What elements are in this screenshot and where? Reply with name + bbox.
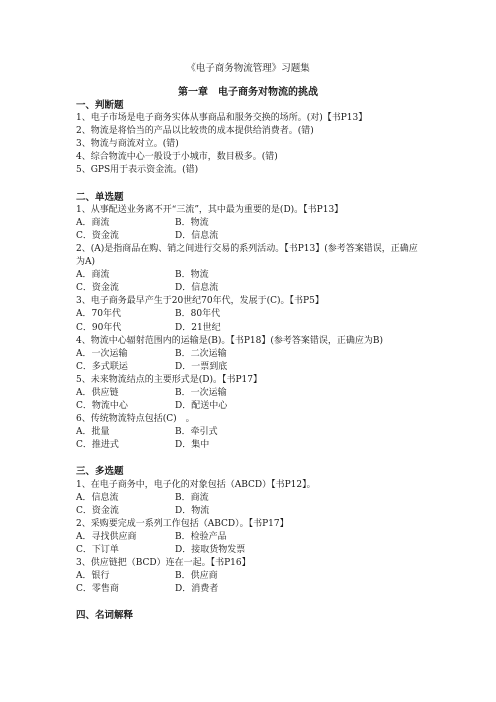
question-line: 3、供应链把（BCD）连在一起。【书P16】	[76, 558, 251, 569]
section-heading-true-false: 一、判断题	[76, 100, 124, 111]
option: D．一票到底	[175, 361, 228, 372]
option: C．多式联运	[76, 361, 128, 372]
option-row	[76, 217, 422, 230]
option-row	[76, 544, 422, 557]
option: B．80年代	[175, 309, 221, 320]
option: B．物流	[175, 217, 209, 228]
option-row	[76, 583, 422, 596]
option: A．70年代	[76, 309, 121, 320]
option-row	[76, 308, 422, 321]
option: B．二次运输	[175, 348, 227, 359]
option: C．推进式	[76, 440, 119, 451]
question-line: 1、在电子商务中，电子化的对象包括（ABCD）【书P12】。	[76, 479, 316, 490]
option: B．供应商	[175, 571, 218, 582]
option-row	[76, 282, 422, 295]
question-line: 5、GPS用于表示资金流。(错)	[76, 165, 199, 176]
option: D．接取货物发票	[175, 545, 246, 555]
option: A．银行	[76, 571, 110, 582]
option: A．批量	[76, 427, 110, 438]
option-row	[76, 230, 422, 243]
option: D．物流	[175, 505, 210, 516]
option: C．资金流	[76, 230, 119, 241]
question-line: 5、未来物流结点的主要形式是(D)。【书P17】	[76, 374, 262, 385]
option-row	[76, 439, 422, 452]
option: B．物流	[175, 270, 209, 281]
option: A．信息流	[76, 492, 119, 503]
section-heading-glossary: 四、名词解释	[76, 610, 134, 622]
document-title: 《电子商务物流管理》习题集	[186, 63, 310, 74]
chapter-title: 第一章 电子商务对物流的挑战	[178, 87, 318, 98]
question-line: 2、采购要完成一系列工作包括（ABCD）。【书P17】	[76, 518, 289, 529]
option: C．零售商	[76, 584, 119, 595]
section-heading-single-choice: 二、单选题	[76, 191, 124, 203]
option-row	[76, 361, 422, 374]
option: C．90年代	[76, 322, 122, 333]
question-line: 3、物流与商流对立。(错)	[76, 139, 179, 150]
option-row	[76, 570, 422, 583]
option: D．信息流	[175, 230, 219, 241]
question-line: 2、物流是将恰当的产品以比较贵的成本提供给消费者。(错)	[76, 126, 314, 137]
document-body	[76, 99, 422, 622]
option-row	[76, 531, 422, 544]
option-row	[76, 505, 422, 518]
section-heading-multiple-choice: 三、多选题	[76, 466, 124, 478]
option: D．配送中心	[175, 401, 228, 412]
question-line: 3、电子商务最早产生于20世纪70年代，发展于(C)。【书P5】	[76, 296, 324, 307]
option: C．下订单	[76, 545, 119, 555]
question-line: 1、从事配送业务离不开“三流”，其中最为重要的是(D)。【书P13】	[76, 204, 344, 215]
option: D．集中	[175, 440, 210, 451]
option-row	[76, 492, 422, 505]
option: A．寻找供应商	[76, 531, 137, 542]
option: D．信息流	[175, 283, 219, 294]
question-line: 2、(A)是指商品在购、销之间进行交易的系列活动。【书P13】(参考答案错误，正确应为A)	[76, 243, 418, 268]
question-line: 1、电子市场是电子商务实体从事商品和服务交换的场所。(对)【书P13】	[76, 113, 368, 124]
option-row	[76, 348, 422, 361]
option: B．检验产品	[175, 531, 227, 542]
option: C．物流中心	[76, 401, 128, 412]
option: B．商流	[175, 492, 209, 503]
option-row	[76, 387, 422, 400]
option-row	[76, 322, 422, 335]
option: A．商流	[76, 270, 110, 281]
option: D．消费者	[175, 584, 219, 595]
question-line: 4、综合物流中心一般设于小城市，数目极多。(错)	[76, 152, 278, 163]
option: B．一次运输	[175, 387, 227, 398]
option: A．商流	[76, 217, 110, 228]
option: A．一次运输	[76, 348, 128, 359]
option-row	[76, 426, 422, 439]
option: C．资金流	[76, 283, 119, 294]
question-line: 6、传统物流特点包括(C) 。	[76, 414, 195, 425]
option-row	[76, 400, 422, 413]
option: B．牵引式	[175, 427, 218, 438]
question-line: 4、物流中心辐射范围内的运输是(B)。【书P18】(参考答案错误，正确应为B)	[76, 335, 384, 346]
option: D．21世纪	[175, 322, 221, 333]
option-row	[76, 269, 422, 282]
option: A．供应链	[76, 387, 119, 398]
option: C．资金流	[76, 505, 119, 516]
